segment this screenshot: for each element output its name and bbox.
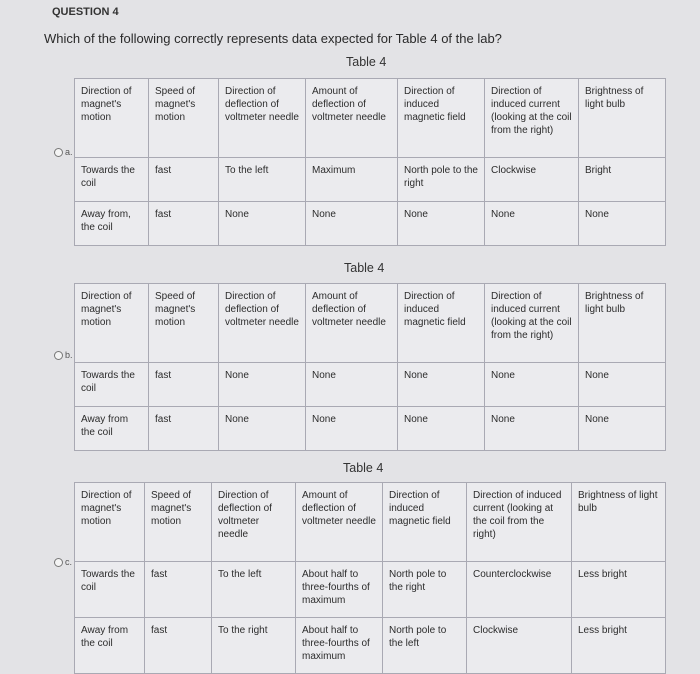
option-b[interactable] — [54, 350, 73, 360]
table-cell: None — [398, 407, 485, 451]
option-c-label: c. — [65, 557, 73, 567]
table-cell: Counterclockwise — [467, 562, 572, 618]
question-title: QUESTION 4 — [52, 6, 119, 18]
header-cell: Direction of induced magnetic field — [398, 284, 485, 363]
table-cell: fast — [145, 562, 212, 618]
header-cell: Brightness of light bulb — [579, 284, 666, 363]
table-cell: Away from the coil — [75, 618, 145, 674]
radio-b[interactable] — [54, 351, 63, 360]
table-cell: To the left — [219, 158, 306, 202]
table-cell: None — [579, 407, 666, 451]
table-row — [75, 407, 666, 451]
table-row — [75, 363, 666, 407]
header-cell: Amount of deflection of voltmeter needle — [306, 79, 398, 158]
option-b-label: b. — [65, 350, 73, 360]
radio-a[interactable] — [54, 148, 63, 157]
table-caption-a: Table 4 — [346, 55, 387, 69]
header-cell: Amount of deflection of voltmeter needle — [306, 284, 398, 363]
table-cell: fast — [149, 363, 219, 407]
table-cell: fast — [149, 202, 219, 246]
header-cell: Direction of induced current (looking at the coil from the right) — [467, 483, 572, 562]
header-cell: Direction of deflection of voltmeter needle — [219, 284, 306, 363]
header-cell: Direction of induced magnetic field — [383, 483, 467, 562]
table-cell: None — [485, 202, 579, 246]
table-b — [74, 283, 666, 451]
table-caption-c: Table 4 — [343, 461, 384, 475]
table-cell: None — [219, 202, 306, 246]
table-cell: None — [398, 363, 485, 407]
table-cell: Less bright — [572, 562, 666, 618]
option-c[interactable] — [54, 557, 72, 567]
table-cell: Away from the coil — [75, 407, 149, 451]
header-cell: Direction of deflection of voltmeter needle — [219, 79, 306, 158]
header-cell: Direction of deflection of voltmeter needle — [212, 483, 296, 562]
table-header-row — [75, 79, 666, 158]
option-a[interactable] — [54, 147, 73, 157]
option-a-label: a. — [65, 147, 73, 157]
table-cell: None — [306, 363, 398, 407]
question-text: Which of the following correctly represents data expected for Table 4 of the lab? — [44, 31, 502, 46]
header-cell: Direction of magnet's motion — [75, 79, 149, 158]
table-cell: Clockwise — [467, 618, 572, 674]
table-cell: Clockwise — [485, 158, 579, 202]
table-cell: fast — [149, 407, 219, 451]
table-cell: None — [219, 363, 306, 407]
table-cell: North pole to the left — [383, 618, 467, 674]
table-cell: fast — [149, 158, 219, 202]
table-c — [74, 482, 666, 674]
table-cell: None — [579, 202, 666, 246]
table-cell: North pole to the right — [383, 562, 467, 618]
header-cell: Direction of induced magnetic field — [398, 79, 485, 158]
table-cell: fast — [145, 618, 212, 674]
table-header-row — [75, 483, 666, 562]
header-cell: Direction of magnet's motion — [75, 284, 149, 363]
table-cell: Towards the coil — [75, 158, 149, 202]
header-cell: Direction of magnet's motion — [75, 483, 145, 562]
table-cell: Maximum — [306, 158, 398, 202]
table-header-row — [75, 284, 666, 363]
table-cell: None — [398, 202, 485, 246]
table-cell: None — [219, 407, 306, 451]
table-row — [75, 202, 666, 246]
table-cell: Towards the coil — [75, 363, 149, 407]
header-cell: Brightness of light bulb — [572, 483, 666, 562]
table-caption-b: Table 4 — [344, 261, 385, 275]
table-cell: North pole to the right — [398, 158, 485, 202]
radio-c[interactable] — [54, 558, 63, 567]
table-cell: Towards the coil — [75, 562, 145, 618]
header-cell: Direction of induced current (looking at the coil from the right) — [485, 79, 579, 158]
table-row — [75, 618, 666, 674]
header-cell: Amount of deflection of voltmeter needle — [296, 483, 383, 562]
table-cell: To the right — [212, 618, 296, 674]
table-cell: To the left — [212, 562, 296, 618]
table-cell: Bright — [579, 158, 666, 202]
table-cell: None — [485, 407, 579, 451]
table-cell: None — [306, 202, 398, 246]
header-cell: Brightness of light bulb — [579, 79, 666, 158]
table-cell: None — [579, 363, 666, 407]
table-row — [75, 562, 666, 618]
header-cell: Speed of magnet's motion — [145, 483, 212, 562]
table-cell: About half to three-fourths of maximum — [296, 562, 383, 618]
table-cell: Away from, the coil — [75, 202, 149, 246]
header-cell: Direction of induced current (looking at the coil from the right) — [485, 284, 579, 363]
table-cell: Less bright — [572, 618, 666, 674]
table-row — [75, 158, 666, 202]
header-cell: Speed of magnet's motion — [149, 284, 219, 363]
table-cell: None — [306, 407, 398, 451]
table-cell: None — [485, 363, 579, 407]
table-a — [74, 78, 666, 246]
header-cell: Speed of magnet's motion — [149, 79, 219, 158]
table-cell: About half to three-fourths of maximum — [296, 618, 383, 674]
